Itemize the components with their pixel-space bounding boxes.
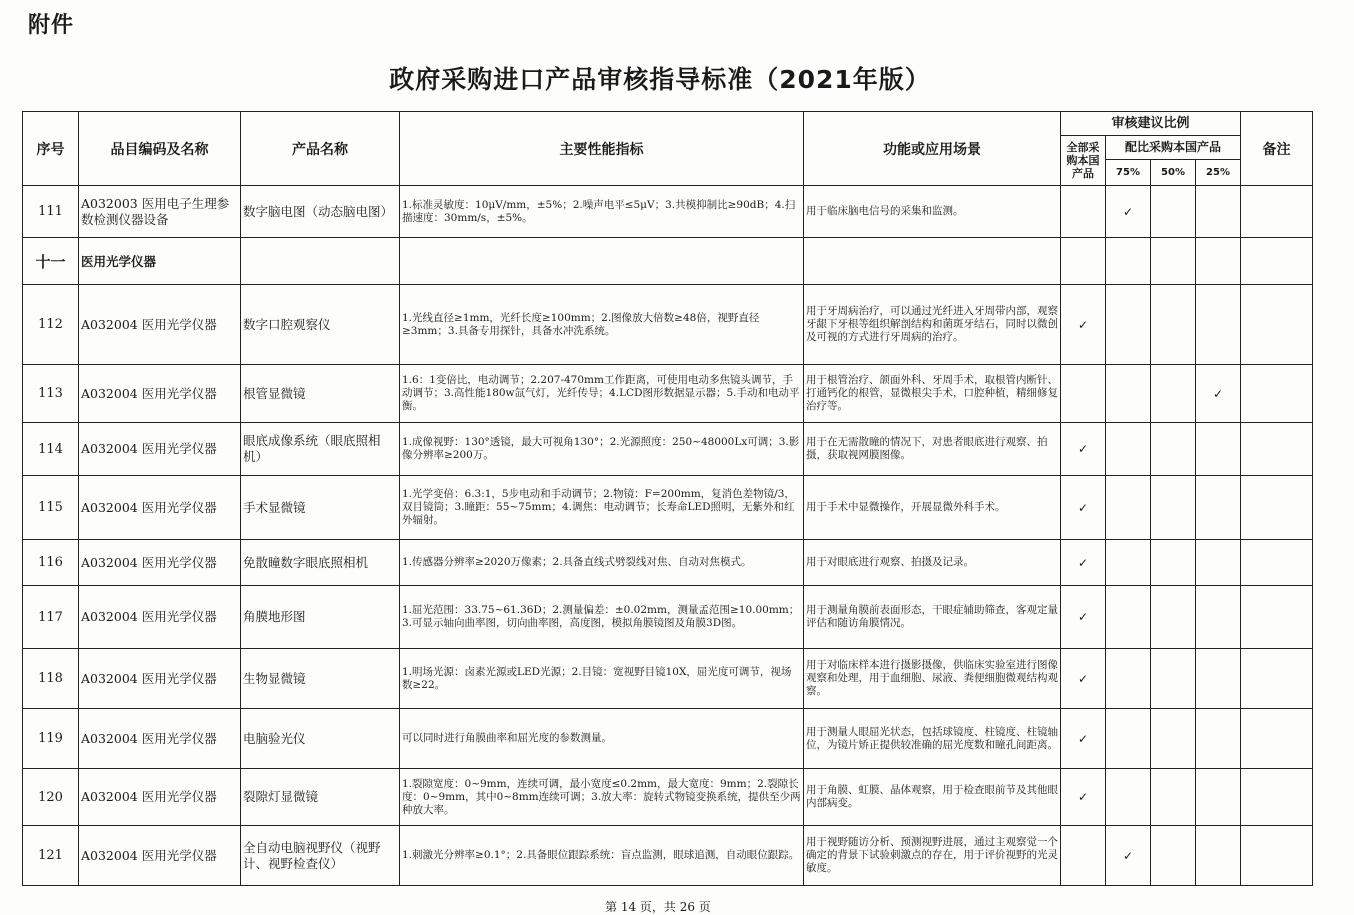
remark-cell <box>1241 238 1313 285</box>
check-all-domestic: ✓ <box>1061 769 1106 826</box>
product-name: 生物显微镜 <box>241 649 400 709</box>
performance-spec: 1.屈光范围：33.75~61.36D；2.测量偏差：±0.02mm，测量孟范围≥10.00mm；3.可显示轴向曲率图，切向曲率图，高度图，模拟角膜镜图及角膜3D图。 <box>400 586 804 649</box>
check-25 <box>1196 186 1241 238</box>
performance-spec: 1.6：1变倍比，电动调节；2.207-470mm工作距离，可使用电动多焦镜头调节，手动调节；3.高性能180w氙气灯，光纤传导；4.LCD图形数据显示器；5.手动和电动平衡。 <box>400 365 804 423</box>
function-scenario: 用于视野随访分析、预测视野进展，通过主观察觉一个确定的背景下试验刺激点的存在，用于评价视野的光灵敏度。 <box>804 826 1061 886</box>
function-scenario: 用于牙周病治疗，可以通过光纤进入牙周带内部，观察牙龈下牙根等组织解剖结构和菌斑牙结石，同时以微创及可视的方式进行牙周病的治疗。 <box>804 285 1061 365</box>
remark-cell <box>1241 649 1313 709</box>
function-scenario: 用于临床脑电信号的采集和监测。 <box>804 186 1061 238</box>
product-name: 电脑验光仪 <box>241 709 400 769</box>
remark-cell <box>1241 476 1313 540</box>
function-scenario: 用于测量角膜前表面形态，干眼症辅助筛查，客观定量评估和随访角膜情况。 <box>804 586 1061 649</box>
item-code-name: A032004 医用光学仪器 <box>79 586 241 649</box>
product-name: 根管显微镜 <box>241 365 400 423</box>
remark-cell <box>1241 540 1313 586</box>
check-75 <box>1106 586 1151 649</box>
product-name: 角膜地形图 <box>241 586 400 649</box>
check-all-domestic: ✓ <box>1061 649 1106 709</box>
check-all-domestic: ✓ <box>1061 540 1106 586</box>
check-25 <box>1196 709 1241 769</box>
remark-cell <box>1241 365 1313 423</box>
check-50 <box>1151 365 1196 423</box>
performance-spec: 可以同时进行角膜曲率和屈光度的参数测量。 <box>400 709 804 769</box>
check-all-domestic <box>1061 365 1106 423</box>
function-scenario: 用于手术中显微操作，开展显微外科手术。 <box>804 476 1061 540</box>
function-scenario: 用于根管治疗、颌面外科、牙周手术，取根管内断针、打通钙化的根管，显微根尖手术，口腔种植，精细修复治疗等。 <box>804 365 1061 423</box>
check-25 <box>1196 285 1241 365</box>
header-function: 功能或应用场景 <box>804 112 1061 186</box>
table-row <box>23 826 1313 886</box>
row-number: 115 <box>23 476 79 540</box>
item-code-name: A032004 医用光学仪器 <box>79 365 241 423</box>
item-code-name: A032004 医用光学仪器 <box>79 476 241 540</box>
row-number: 118 <box>23 649 79 709</box>
page-footer: 第 14 页，共 26 页 <box>605 900 711 914</box>
function-scenario: 用于测量人眼屈光状态，包括球镜度、柱镜度、柱镜轴位，为镜片矫正提供较准确的屈光度数和瞳孔间距离。 <box>804 709 1061 769</box>
performance-spec: 1.标准灵敏度：10μV/mm，±5%；2.噪声电平≤5μV；3.共模抑制比≥90dB；4.扫描速度：30mm/s，±5%。 <box>400 186 804 238</box>
table-row <box>23 769 1313 826</box>
row-number: 120 <box>23 769 79 826</box>
item-code-name: A032004 医用光学仪器 <box>79 709 241 769</box>
check-75 <box>1106 709 1151 769</box>
check-25 <box>1196 476 1241 540</box>
table-row <box>23 540 1313 586</box>
header-all-domestic: 全部采购本国产品 <box>1061 136 1106 186</box>
product-name: 手术显微镜 <box>241 476 400 540</box>
check-75 <box>1106 769 1151 826</box>
row-number: 112 <box>23 285 79 365</box>
remark-cell <box>1241 826 1313 886</box>
product-name: 数字口腔观察仪 <box>241 285 400 365</box>
product-name: 全自动电脑视野仪（视野计、视野检查仪） <box>241 826 400 886</box>
check-all-domestic: ✓ <box>1061 709 1106 769</box>
check-75: ✓ <box>1106 826 1151 886</box>
check-25 <box>1196 826 1241 886</box>
check-25 <box>1196 769 1241 826</box>
performance-spec: 1.刺激光分辨率≥0.1°；2.具备眼位跟踪系统：盲点监测，眼球追测，自动眼位跟踪。 <box>400 826 804 886</box>
check-75 <box>1106 365 1151 423</box>
row-number: 113 <box>23 365 79 423</box>
attachment-label: 附件 <box>28 13 75 38</box>
row-number: 121 <box>23 826 79 886</box>
remark-cell <box>1241 186 1313 238</box>
check-25: ✓ <box>1196 365 1241 423</box>
check-25 <box>1196 540 1241 586</box>
row-number: 114 <box>23 423 79 476</box>
table-row <box>23 709 1313 769</box>
p75-cell <box>1106 238 1151 285</box>
document-title: 政府采购进口产品审核指导标准（2021年版） <box>389 65 931 94</box>
item-code-name: A032004 医用光学仪器 <box>79 540 241 586</box>
check-50 <box>1151 826 1196 886</box>
product-name: 数字脑电图（动态脑电图） <box>241 186 400 238</box>
performance-spec: 1.成像视野：130°透镜，最大可视角130°；2.光源照度：250~48000Lx可调；3.影像分辨率≥200万。 <box>400 423 804 476</box>
performance-spec: 1.裂隙宽度：0~9mm，连续可调，最小宽度≤0.2mm，最大宽度：9mm；2.裂隙长度：0~9mm，其中0~8mm连续可调；3.放大率：旋转式物镜变换系统，提供至少两种放大率。 <box>400 769 804 826</box>
performance-spec: 1.明场光源：卤素光源或LED光源；2.目镜：宽视野目镜10X，屈光度可调节，视场数≥22。 <box>400 649 804 709</box>
check-all-domestic <box>1061 186 1106 238</box>
remark-cell <box>1241 285 1313 365</box>
performance-spec: 1.传感器分辨率≥2020万像素；2.具备直线式劈裂线对焦、自动对焦模式。 <box>400 540 804 586</box>
header-no: 序号 <box>23 112 79 186</box>
product-name: 裂隙灯显微镜 <box>241 769 400 826</box>
function-scenario: 用于对眼底进行观察、拍摄及记录。 <box>804 540 1061 586</box>
table-row <box>23 649 1313 709</box>
check-50 <box>1151 186 1196 238</box>
check-all-domestic <box>1061 826 1106 886</box>
item-code-name: A032004 医用光学仪器 <box>79 769 241 826</box>
section-row <box>23 238 1313 285</box>
performance-spec: 1.光学变倍：6.3:1，5步电动和手动调节；2.物镜：F=200mm，复消色差物镜/3，双目镜筒；3.瞳距：55~75mm；4.调焦：电动调节；长寿命LED照明，无紫外和红外辐射。 <box>400 476 804 540</box>
check-75 <box>1106 285 1151 365</box>
check-50 <box>1151 586 1196 649</box>
table-row <box>23 186 1313 238</box>
header-ratio-group: 审核建议比例 <box>1061 112 1241 136</box>
header-p75: 75% <box>1106 160 1151 186</box>
row-number: 111 <box>23 186 79 238</box>
table-body <box>23 186 1313 886</box>
check-75 <box>1106 476 1151 540</box>
header-product: 产品名称 <box>241 112 400 186</box>
header-row-1 <box>23 112 1313 136</box>
p25-cell <box>1196 238 1241 285</box>
table-row <box>23 285 1313 365</box>
spec-cell <box>400 238 804 285</box>
check-75 <box>1106 649 1151 709</box>
table-row <box>23 586 1313 649</box>
item-code-name: A032004 医用光学仪器 <box>79 423 241 476</box>
remark-cell <box>1241 709 1313 769</box>
check-75: ✓ <box>1106 186 1151 238</box>
standards-table <box>22 111 1313 886</box>
item-code-name: A032004 医用光学仪器 <box>79 826 241 886</box>
function-scenario: 用于在无需散瞳的情况下，对患者眼底进行观察、拍摄，获取视网膜图像。 <box>804 423 1061 476</box>
function-cell <box>804 238 1061 285</box>
performance-spec: 1.光线直径≥1mm，光纤长度≥100mm；2.图像放大倍数≥48倍，视野直径≥3mm；3.具备专用探针，具备水冲洗系统。 <box>400 285 804 365</box>
section-number: 十一 <box>23 238 79 285</box>
header-code: 品目编码及名称 <box>79 112 241 186</box>
check-all-domestic: ✓ <box>1061 476 1106 540</box>
header-spec: 主要性能指标 <box>400 112 804 186</box>
section-name: 医用光学仪器 <box>79 238 241 285</box>
check-all-domestic: ✓ <box>1061 423 1106 476</box>
check-75 <box>1106 540 1151 586</box>
remark-cell <box>1241 423 1313 476</box>
function-scenario: 用于角膜、虹膜、晶体观察，用于检查眼前节及其他眼内部病变。 <box>804 769 1061 826</box>
header-p50: 50% <box>1151 160 1196 186</box>
check-all-domestic: ✓ <box>1061 285 1106 365</box>
remark-cell <box>1241 769 1313 826</box>
header-remark: 备注 <box>1241 112 1313 186</box>
item-code-name: A032003 医用电子生理参数检测仪器设备 <box>79 186 241 238</box>
table-row <box>23 476 1313 540</box>
product-cell <box>241 238 400 285</box>
check-50 <box>1151 649 1196 709</box>
check-25 <box>1196 649 1241 709</box>
all-domestic-cell <box>1061 238 1106 285</box>
check-all-domestic: ✓ <box>1061 586 1106 649</box>
header-partial-group: 配比采购本国产品 <box>1106 136 1241 160</box>
check-75 <box>1106 423 1151 476</box>
p50-cell <box>1151 238 1196 285</box>
check-25 <box>1196 586 1241 649</box>
row-number: 119 <box>23 709 79 769</box>
item-code-name: A032004 医用光学仪器 <box>79 285 241 365</box>
table-row <box>23 365 1313 423</box>
check-50 <box>1151 423 1196 476</box>
check-50 <box>1151 709 1196 769</box>
row-number: 116 <box>23 540 79 586</box>
remark-cell <box>1241 586 1313 649</box>
header-p25: 25% <box>1196 160 1241 186</box>
check-25 <box>1196 423 1241 476</box>
check-50 <box>1151 285 1196 365</box>
product-name: 免散瞳数字眼底照相机 <box>241 540 400 586</box>
item-code-name: A032004 医用光学仪器 <box>79 649 241 709</box>
check-50 <box>1151 476 1196 540</box>
check-50 <box>1151 769 1196 826</box>
function-scenario: 用于对临床样本进行摄影摄像，供临床实验室进行图像观察和处理，用于血细胞、尿液、粪便细胞微观结构观察。 <box>804 649 1061 709</box>
row-number: 117 <box>23 586 79 649</box>
check-50 <box>1151 540 1196 586</box>
product-name: 眼底成像系统（眼底照相机） <box>241 423 400 476</box>
table-row <box>23 423 1313 476</box>
